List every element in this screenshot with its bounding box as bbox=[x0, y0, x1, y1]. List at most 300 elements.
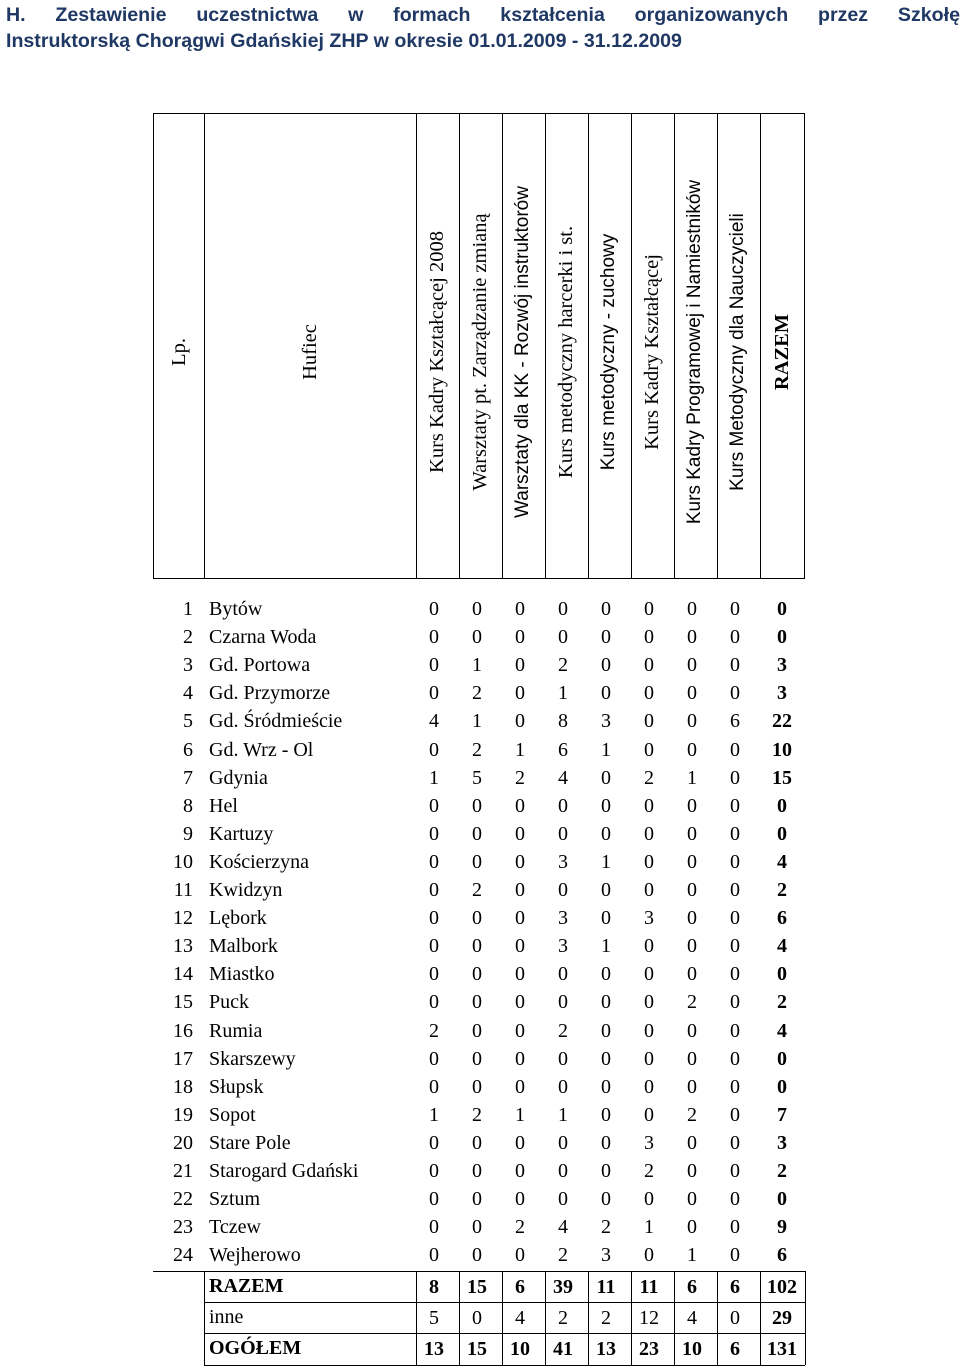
row-value-metodyczny-zuchowy: 0 bbox=[601, 794, 611, 817]
header-column-divider bbox=[204, 113, 205, 579]
header-column-divider bbox=[502, 113, 503, 579]
row-value-rozwoj-instruktorow: 0 bbox=[515, 654, 525, 677]
row-value-kadry-programowej: 0 bbox=[687, 1216, 697, 1239]
row-value-kadry-programowej: 0 bbox=[687, 1019, 697, 1042]
summary-value-kadry-programowej: 4 bbox=[687, 1307, 697, 1329]
summary-total: 131 bbox=[767, 1338, 797, 1360]
row-value-metodyczny-nauczycieli: 0 bbox=[730, 1103, 740, 1126]
row-lp: 11 bbox=[173, 879, 193, 901]
summary-value-zarzadzanie-zmiana: 15 bbox=[467, 1338, 487, 1360]
row-value-kadry-programowej: 0 bbox=[687, 598, 697, 620]
row-value-metodyczny-harcerki: 0 bbox=[558, 626, 568, 649]
row-value-kadry-ksztalcacej: 0 bbox=[644, 850, 654, 873]
row-value-metodyczny-harcerki: 4 bbox=[558, 766, 568, 789]
row-value-metodyczny-nauczycieli: 0 bbox=[730, 991, 740, 1014]
row-value-metodyczny-harcerki: 0 bbox=[558, 963, 568, 986]
row-lp: 5 bbox=[183, 710, 193, 733]
row-value-kadry-ksztalcacej: 0 bbox=[644, 879, 654, 901]
summary-row-divider bbox=[204, 1302, 805, 1303]
row-lp: 18 bbox=[173, 1075, 193, 1098]
row-value-rozwoj-instruktorow: 0 bbox=[515, 1160, 525, 1182]
row-value-metodyczny-nauczycieli: 0 bbox=[730, 1188, 740, 1211]
row-hufiec-name: Kościerzyna bbox=[209, 850, 309, 873]
row-value-zarzadzanie-zmiana: 0 bbox=[472, 598, 482, 620]
row-lp: 16 bbox=[173, 1019, 193, 1042]
row-value-metodyczny-zuchowy: 0 bbox=[601, 654, 611, 677]
row-value-rozwoj-instruktorow: 0 bbox=[515, 598, 525, 620]
row-value-rozwoj-instruktorow: 2 bbox=[515, 766, 525, 789]
row-value-metodyczny-zuchowy: 0 bbox=[601, 907, 611, 930]
row-lp: 23 bbox=[173, 1216, 193, 1239]
row-value-zarzadzanie-zmiana: 0 bbox=[472, 850, 482, 873]
row-value-rozwoj-instruktorow: 1 bbox=[515, 1103, 525, 1126]
summary-value-metodyczny-nauczycieli: 6 bbox=[730, 1276, 740, 1298]
row-value-kkk-2008: 0 bbox=[429, 822, 439, 845]
header-column-divider bbox=[760, 113, 761, 579]
row-value-metodyczny-zuchowy: 0 bbox=[601, 1160, 611, 1182]
row-lp: 19 bbox=[173, 1103, 193, 1126]
row-total: 2 bbox=[777, 1160, 787, 1182]
row-value-metodyczny-nauczycieli: 0 bbox=[730, 963, 740, 986]
row-value-metodyczny-harcerki: 8 bbox=[558, 710, 568, 733]
summary-value-metodyczny-zuchowy: 13 bbox=[596, 1338, 616, 1360]
row-value-kadry-programowej: 0 bbox=[687, 935, 697, 958]
row-value-rozwoj-instruktorow: 0 bbox=[515, 1188, 525, 1211]
row-value-kadry-programowej: 0 bbox=[687, 907, 697, 930]
row-value-kkk-2008: 0 bbox=[429, 598, 439, 620]
summary-row-divider bbox=[204, 1365, 805, 1366]
summary-value-kadry-programowej: 6 bbox=[687, 1276, 697, 1298]
summary-value-zarzadzanie-zmiana: 15 bbox=[467, 1276, 487, 1298]
row-value-metodyczny-harcerki: 0 bbox=[558, 1075, 568, 1098]
row-value-kadry-ksztalcacej: 0 bbox=[644, 991, 654, 1014]
row-value-metodyczny-harcerki: 1 bbox=[558, 1103, 568, 1126]
row-lp: 7 bbox=[183, 766, 193, 789]
row-value-kadry-ksztalcacej: 0 bbox=[644, 1244, 654, 1267]
row-value-rozwoj-instruktorow: 0 bbox=[515, 1244, 525, 1267]
row-value-zarzadzanie-zmiana: 0 bbox=[472, 991, 482, 1014]
row-total: 15 bbox=[772, 766, 792, 789]
row-value-metodyczny-harcerki: 0 bbox=[558, 879, 568, 901]
row-value-metodyczny-zuchowy: 0 bbox=[601, 682, 611, 705]
row-value-kadry-ksztalcacej: 1 bbox=[644, 1216, 654, 1239]
row-value-kadry-ksztalcacej: 0 bbox=[644, 598, 654, 620]
row-hufiec-name: Gd. Wrz - Ol bbox=[209, 738, 314, 761]
row-value-kadry-ksztalcacej: 0 bbox=[644, 1103, 654, 1126]
row-value-metodyczny-zuchowy: 1 bbox=[601, 935, 611, 958]
row-total: 3 bbox=[777, 654, 787, 677]
row-value-kadry-programowej: 0 bbox=[687, 1047, 697, 1070]
row-value-metodyczny-nauczycieli: 0 bbox=[730, 1244, 740, 1267]
row-value-zarzadzanie-zmiana: 1 bbox=[472, 654, 482, 677]
row-value-kkk-2008: 0 bbox=[429, 738, 439, 761]
summary-value-metodyczny-nauczycieli: 6 bbox=[730, 1338, 740, 1360]
row-value-kadry-programowej: 0 bbox=[687, 626, 697, 649]
row-value-metodyczny-nauczycieli: 0 bbox=[730, 1047, 740, 1070]
summary-row-divider bbox=[204, 1333, 805, 1334]
header-zarzadzanie-zmiana: Warsztaty pt. Zarządzanie zmianą bbox=[469, 213, 491, 491]
header-kkk-2008: Kurs Kadry Kształcącej 2008 bbox=[426, 231, 448, 473]
row-value-kkk-2008: 4 bbox=[429, 710, 439, 733]
row-total: 4 bbox=[777, 850, 787, 873]
row-hufiec-name: Słupsk bbox=[209, 1075, 264, 1098]
row-value-metodyczny-harcerki: 0 bbox=[558, 1047, 568, 1070]
row-total: 0 bbox=[777, 1047, 787, 1070]
row-lp: 17 bbox=[173, 1047, 193, 1070]
summary-value-metodyczny-zuchowy: 11 bbox=[596, 1276, 616, 1298]
row-value-kadry-ksztalcacej: 0 bbox=[644, 822, 654, 845]
row-value-kadry-programowej: 0 bbox=[687, 794, 697, 817]
row-value-metodyczny-harcerki: 3 bbox=[558, 935, 568, 958]
row-value-kadry-ksztalcacej: 2 bbox=[644, 766, 654, 789]
row-value-kadry-ksztalcacej: 0 bbox=[644, 1019, 654, 1042]
row-value-zarzadzanie-zmiana: 1 bbox=[472, 710, 482, 733]
row-total: 0 bbox=[777, 1188, 787, 1211]
row-lp: 14 bbox=[173, 963, 193, 986]
summary-value-metodyczny-harcerki: 2 bbox=[558, 1307, 568, 1329]
row-hufiec-name: Hel bbox=[209, 794, 238, 817]
row-value-metodyczny-nauczycieli: 0 bbox=[730, 598, 740, 620]
title-line-2: Instruktorską Chorągwi Gdańskiej ZHP w okresie 01.01.2009 - 31.12.2009 bbox=[6, 30, 682, 52]
row-value-metodyczny-zuchowy: 0 bbox=[601, 598, 611, 620]
row-lp: 8 bbox=[183, 794, 193, 817]
header-column-divider bbox=[717, 113, 718, 579]
row-value-kadry-programowej: 0 bbox=[687, 822, 697, 845]
row-value-rozwoj-instruktorow: 0 bbox=[515, 907, 525, 930]
summary-value-kkk-2008: 13 bbox=[424, 1338, 444, 1360]
row-value-kadry-programowej: 1 bbox=[687, 1244, 697, 1267]
row-value-kadry-programowej: 0 bbox=[687, 879, 697, 901]
row-value-metodyczny-harcerki: 2 bbox=[558, 1019, 568, 1042]
summary-value-rozwoj-instruktorow: 6 bbox=[515, 1276, 525, 1298]
row-value-metodyczny-zuchowy: 3 bbox=[601, 710, 611, 733]
row-value-zarzadzanie-zmiana: 2 bbox=[472, 738, 482, 761]
summary-value-rozwoj-instruktorow: 10 bbox=[510, 1338, 530, 1360]
row-hufiec-name: Puck bbox=[209, 991, 249, 1014]
row-value-metodyczny-zuchowy: 0 bbox=[601, 766, 611, 789]
row-value-kadry-programowej: 1 bbox=[687, 766, 697, 789]
row-value-metodyczny-nauczycieli: 0 bbox=[730, 1019, 740, 1042]
row-value-metodyczny-zuchowy: 0 bbox=[601, 1188, 611, 1211]
row-value-kadry-programowej: 0 bbox=[687, 682, 697, 705]
row-hufiec-name: Sopot bbox=[209, 1103, 256, 1126]
row-value-zarzadzanie-zmiana: 5 bbox=[472, 766, 482, 789]
row-hufiec-name: Rumia bbox=[209, 1019, 263, 1042]
row-hufiec-name: Wejherowo bbox=[209, 1244, 301, 1267]
row-value-zarzadzanie-zmiana: 0 bbox=[472, 1216, 482, 1239]
row-total: 4 bbox=[777, 1019, 787, 1042]
row-value-rozwoj-instruktorow: 0 bbox=[515, 879, 525, 901]
row-value-zarzadzanie-zmiana: 0 bbox=[472, 1019, 482, 1042]
summary-value-kkk-2008: 8 bbox=[429, 1276, 439, 1298]
row-value-kadry-ksztalcacej: 0 bbox=[644, 1075, 654, 1098]
row-value-zarzadzanie-zmiana: 2 bbox=[472, 879, 482, 901]
summary-value-kadry-programowej: 10 bbox=[682, 1338, 702, 1360]
row-value-kadry-ksztalcacej: 0 bbox=[644, 682, 654, 705]
row-value-rozwoj-instruktorow: 0 bbox=[515, 682, 525, 705]
row-total: 4 bbox=[777, 935, 787, 958]
row-value-metodyczny-nauczycieli: 6 bbox=[730, 710, 740, 733]
row-value-kadry-ksztalcacej: 3 bbox=[644, 907, 654, 930]
row-hufiec-name: Sztum bbox=[209, 1188, 261, 1211]
summary-total: 102 bbox=[767, 1276, 797, 1298]
row-value-kkk-2008: 0 bbox=[429, 626, 439, 649]
row-value-kkk-2008: 0 bbox=[429, 1188, 439, 1211]
header-column-divider bbox=[545, 113, 546, 579]
header-rozwoj-instruktorow: Warsztaty dla KK - Rozwój instruktorów bbox=[512, 186, 533, 518]
row-value-metodyczny-harcerki: 1 bbox=[558, 682, 568, 705]
row-total: 10 bbox=[772, 738, 792, 761]
row-hufiec-name: Skarszewy bbox=[209, 1047, 296, 1070]
row-value-kadry-programowej: 0 bbox=[687, 963, 697, 986]
row-value-kadry-programowej: 0 bbox=[687, 1160, 697, 1182]
header-column-divider bbox=[459, 113, 460, 579]
row-value-zarzadzanie-zmiana: 0 bbox=[472, 1131, 482, 1154]
row-value-kadry-ksztalcacej: 0 bbox=[644, 794, 654, 817]
page-title bbox=[6, 2, 960, 54]
title-line-1: H. Zestawienie uczestnictwa w formach kształcenia organizowanych przez Szkołę bbox=[6, 4, 960, 26]
row-value-zarzadzanie-zmiana: 0 bbox=[472, 626, 482, 649]
row-value-metodyczny-nauczycieli: 0 bbox=[730, 850, 740, 873]
summary-label: RAZEM bbox=[209, 1275, 284, 1297]
row-value-kadry-ksztalcacej: 2 bbox=[644, 1160, 654, 1182]
row-total: 9 bbox=[777, 1216, 787, 1239]
row-hufiec-name: Gd. Przymorze bbox=[209, 682, 331, 705]
row-value-kadry-ksztalcacej: 0 bbox=[644, 963, 654, 986]
row-value-metodyczny-nauczycieli: 0 bbox=[730, 1131, 740, 1154]
row-value-rozwoj-instruktorow: 0 bbox=[515, 794, 525, 817]
row-value-metodyczny-harcerki: 0 bbox=[558, 822, 568, 845]
summary-value-metodyczny-harcerki: 41 bbox=[553, 1338, 573, 1360]
row-value-kadry-ksztalcacej: 0 bbox=[644, 654, 654, 677]
row-value-rozwoj-instruktorow: 0 bbox=[515, 991, 525, 1014]
row-value-zarzadzanie-zmiana: 0 bbox=[472, 1160, 482, 1182]
row-total: 3 bbox=[777, 682, 787, 705]
row-total: 0 bbox=[777, 626, 787, 649]
row-value-metodyczny-zuchowy: 0 bbox=[601, 626, 611, 649]
row-value-zarzadzanie-zmiana: 0 bbox=[472, 1047, 482, 1070]
header-kadry-ksztalcacej: Kurs Kadry Kształcącej bbox=[641, 254, 663, 450]
row-lp: 3 bbox=[183, 654, 193, 677]
row-value-kkk-2008: 2 bbox=[429, 1019, 439, 1042]
row-value-kadry-ksztalcacej: 0 bbox=[644, 626, 654, 649]
row-value-rozwoj-instruktorow: 1 bbox=[515, 738, 525, 761]
header-column-divider bbox=[416, 113, 417, 579]
row-value-kkk-2008: 1 bbox=[429, 1103, 439, 1126]
row-lp: 13 bbox=[173, 935, 193, 958]
row-value-zarzadzanie-zmiana: 2 bbox=[472, 682, 482, 705]
row-lp: 21 bbox=[173, 1160, 193, 1182]
row-value-rozwoj-instruktorow: 0 bbox=[515, 963, 525, 986]
row-value-metodyczny-harcerki: 3 bbox=[558, 907, 568, 930]
summary-column-divider bbox=[204, 1271, 205, 1365]
row-value-metodyczny-nauczycieli: 0 bbox=[730, 935, 740, 958]
row-value-kkk-2008: 0 bbox=[429, 879, 439, 901]
row-value-kadry-programowej: 0 bbox=[687, 850, 697, 873]
row-value-kkk-2008: 0 bbox=[429, 935, 439, 958]
row-value-zarzadzanie-zmiana: 0 bbox=[472, 935, 482, 958]
row-value-metodyczny-nauczycieli: 0 bbox=[730, 879, 740, 901]
row-value-kadry-programowej: 0 bbox=[687, 1075, 697, 1098]
row-value-metodyczny-harcerki: 2 bbox=[558, 654, 568, 677]
row-value-metodyczny-zuchowy: 0 bbox=[601, 1019, 611, 1042]
row-hufiec-name: Kartuzy bbox=[209, 822, 274, 845]
row-total: 2 bbox=[777, 991, 787, 1014]
row-value-metodyczny-harcerki: 3 bbox=[558, 850, 568, 873]
row-lp: 22 bbox=[173, 1188, 193, 1211]
row-value-metodyczny-harcerki: 0 bbox=[558, 1131, 568, 1154]
row-value-metodyczny-zuchowy: 1 bbox=[601, 738, 611, 761]
header-razem: RAZEM bbox=[771, 313, 793, 391]
row-value-kkk-2008: 0 bbox=[429, 1160, 439, 1182]
row-value-kkk-2008: 0 bbox=[429, 794, 439, 817]
row-hufiec-name: Lębork bbox=[209, 907, 267, 930]
row-hufiec-name: Gd. Portowa bbox=[209, 654, 311, 677]
summary-label: OGÓŁEM bbox=[209, 1337, 302, 1359]
row-hufiec-name: Tczew bbox=[209, 1216, 261, 1239]
row-value-metodyczny-nauczycieli: 0 bbox=[730, 682, 740, 705]
row-value-metodyczny-harcerki: 0 bbox=[558, 794, 568, 817]
row-value-zarzadzanie-zmiana: 0 bbox=[472, 822, 482, 845]
row-value-rozwoj-instruktorow: 0 bbox=[515, 1019, 525, 1042]
header-column-divider bbox=[588, 113, 589, 579]
row-value-metodyczny-zuchowy: 0 bbox=[601, 991, 611, 1014]
row-value-zarzadzanie-zmiana: 0 bbox=[472, 1244, 482, 1267]
header-lp: Lp. bbox=[168, 338, 190, 366]
row-lp: 2 bbox=[183, 626, 193, 649]
row-value-zarzadzanie-zmiana: 0 bbox=[472, 963, 482, 986]
row-lp: 1 bbox=[183, 598, 193, 620]
row-value-kadry-programowej: 2 bbox=[687, 1103, 697, 1126]
row-value-kkk-2008: 0 bbox=[429, 963, 439, 986]
row-value-kkk-2008: 0 bbox=[429, 1075, 439, 1098]
row-total: 0 bbox=[777, 794, 787, 817]
summary-row-divider bbox=[153, 1271, 805, 1272]
row-value-kadry-ksztalcacej: 3 bbox=[644, 1131, 654, 1154]
row-hufiec-name: Gdynia bbox=[209, 766, 268, 789]
summary-value-metodyczny-harcerki: 39 bbox=[553, 1276, 573, 1298]
row-value-kkk-2008: 0 bbox=[429, 850, 439, 873]
summary-value-zarzadzanie-zmiana: 0 bbox=[472, 1307, 482, 1329]
row-value-kkk-2008: 1 bbox=[429, 766, 439, 789]
summary-value-kadry-ksztalcacej: 23 bbox=[639, 1338, 659, 1360]
row-lp: 15 bbox=[173, 991, 193, 1014]
row-value-metodyczny-harcerki: 0 bbox=[558, 1188, 568, 1211]
row-value-metodyczny-nauczycieli: 0 bbox=[730, 766, 740, 789]
row-value-metodyczny-nauczycieli: 0 bbox=[730, 822, 740, 845]
row-value-metodyczny-zuchowy: 0 bbox=[601, 1075, 611, 1098]
row-value-metodyczny-nauczycieli: 0 bbox=[730, 738, 740, 761]
row-value-metodyczny-zuchowy: 3 bbox=[601, 1244, 611, 1267]
row-total: 6 bbox=[777, 1244, 787, 1267]
row-value-kadry-ksztalcacej: 0 bbox=[644, 935, 654, 958]
row-hufiec-name: Kwidzyn bbox=[209, 879, 283, 901]
row-value-metodyczny-harcerki: 0 bbox=[558, 598, 568, 620]
row-value-metodyczny-harcerki: 0 bbox=[558, 991, 568, 1014]
row-value-kkk-2008: 0 bbox=[429, 1131, 439, 1154]
row-total: 3 bbox=[777, 1131, 787, 1154]
row-value-metodyczny-nauczycieli: 0 bbox=[730, 907, 740, 930]
row-hufiec-name: Bytów bbox=[209, 598, 263, 620]
header-hufiec: Hufiec bbox=[299, 324, 321, 380]
row-hufiec-name: Gd. Śródmieście bbox=[209, 710, 343, 733]
row-value-metodyczny-harcerki: 0 bbox=[558, 1160, 568, 1182]
row-total: 22 bbox=[772, 710, 792, 733]
summary-value-metodyczny-zuchowy: 2 bbox=[601, 1307, 611, 1329]
row-value-metodyczny-zuchowy: 0 bbox=[601, 1047, 611, 1070]
row-value-kadry-programowej: 0 bbox=[687, 1188, 697, 1211]
row-total: 0 bbox=[777, 1075, 787, 1098]
row-lp: 9 bbox=[183, 822, 193, 845]
row-value-kkk-2008: 0 bbox=[429, 1216, 439, 1239]
row-value-zarzadzanie-zmiana: 0 bbox=[472, 1188, 482, 1211]
header-metodyczny-harcerki: Kurs metodyczny harcerki i st. bbox=[555, 225, 577, 479]
row-total: 0 bbox=[777, 598, 787, 620]
row-value-metodyczny-zuchowy: 0 bbox=[601, 822, 611, 845]
summary-value-metodyczny-nauczycieli: 0 bbox=[730, 1307, 740, 1329]
row-lp: 24 bbox=[173, 1244, 193, 1267]
row-value-kkk-2008: 0 bbox=[429, 907, 439, 930]
row-value-kadry-ksztalcacej: 0 bbox=[644, 710, 654, 733]
row-value-rozwoj-instruktorow: 0 bbox=[515, 822, 525, 845]
row-total: 0 bbox=[777, 822, 787, 845]
row-value-kadry-ksztalcacej: 0 bbox=[644, 738, 654, 761]
summary-value-kadry-ksztalcacej: 11 bbox=[639, 1276, 659, 1298]
row-value-rozwoj-instruktorow: 0 bbox=[515, 1075, 525, 1098]
row-hufiec-name: Stare Pole bbox=[209, 1131, 291, 1154]
row-value-rozwoj-instruktorow: 0 bbox=[515, 850, 525, 873]
row-value-rozwoj-instruktorow: 0 bbox=[515, 935, 525, 958]
row-value-rozwoj-instruktorow: 0 bbox=[515, 626, 525, 649]
row-value-rozwoj-instruktorow: 0 bbox=[515, 710, 525, 733]
row-lp: 4 bbox=[183, 682, 193, 705]
summary-value-kadry-ksztalcacej: 12 bbox=[639, 1307, 659, 1329]
row-value-rozwoj-instruktorow: 0 bbox=[515, 1131, 525, 1154]
row-value-metodyczny-nauczycieli: 0 bbox=[730, 794, 740, 817]
row-value-metodyczny-nauczycieli: 0 bbox=[730, 1160, 740, 1182]
summary-value-kkk-2008: 5 bbox=[429, 1307, 439, 1329]
row-value-metodyczny-zuchowy: 0 bbox=[601, 1103, 611, 1126]
row-value-metodyczny-nauczycieli: 0 bbox=[730, 654, 740, 677]
row-value-kadry-programowej: 0 bbox=[687, 1131, 697, 1154]
row-lp: 12 bbox=[173, 907, 193, 930]
row-value-zarzadzanie-zmiana: 0 bbox=[472, 907, 482, 930]
row-value-metodyczny-zuchowy: 0 bbox=[601, 963, 611, 986]
row-value-metodyczny-harcerki: 6 bbox=[558, 738, 568, 761]
row-value-metodyczny-harcerki: 4 bbox=[558, 1216, 568, 1239]
row-value-kadry-ksztalcacej: 0 bbox=[644, 1047, 654, 1070]
row-value-metodyczny-zuchowy: 2 bbox=[601, 1216, 611, 1239]
header-column-divider bbox=[674, 113, 675, 579]
header-metodyczny-nauczycieli: Kurs Metodyczny dla Nauczycieli bbox=[727, 213, 748, 491]
row-value-kadry-programowej: 0 bbox=[687, 654, 697, 677]
row-value-kadry-ksztalcacej: 0 bbox=[644, 1188, 654, 1211]
row-value-rozwoj-instruktorow: 0 bbox=[515, 1047, 525, 1070]
row-lp: 10 bbox=[173, 850, 193, 873]
row-value-metodyczny-zuchowy: 1 bbox=[601, 850, 611, 873]
row-value-metodyczny-nauczycieli: 0 bbox=[730, 1075, 740, 1098]
summary-column-divider bbox=[805, 1271, 806, 1365]
row-value-metodyczny-zuchowy: 0 bbox=[601, 879, 611, 901]
header-kadry-programowej: Kurs Kadry Programowej i Namiestników bbox=[684, 179, 705, 525]
header-metodyczny-zuchowy: Kurs metodyczny - zuchowy bbox=[598, 233, 619, 471]
row-value-metodyczny-nauczycieli: 0 bbox=[730, 626, 740, 649]
row-hufiec-name: Czarna Woda bbox=[209, 626, 317, 649]
row-total: 7 bbox=[777, 1103, 787, 1126]
row-value-rozwoj-instruktorow: 2 bbox=[515, 1216, 525, 1239]
row-lp: 6 bbox=[183, 738, 193, 761]
row-value-kkk-2008: 0 bbox=[429, 654, 439, 677]
